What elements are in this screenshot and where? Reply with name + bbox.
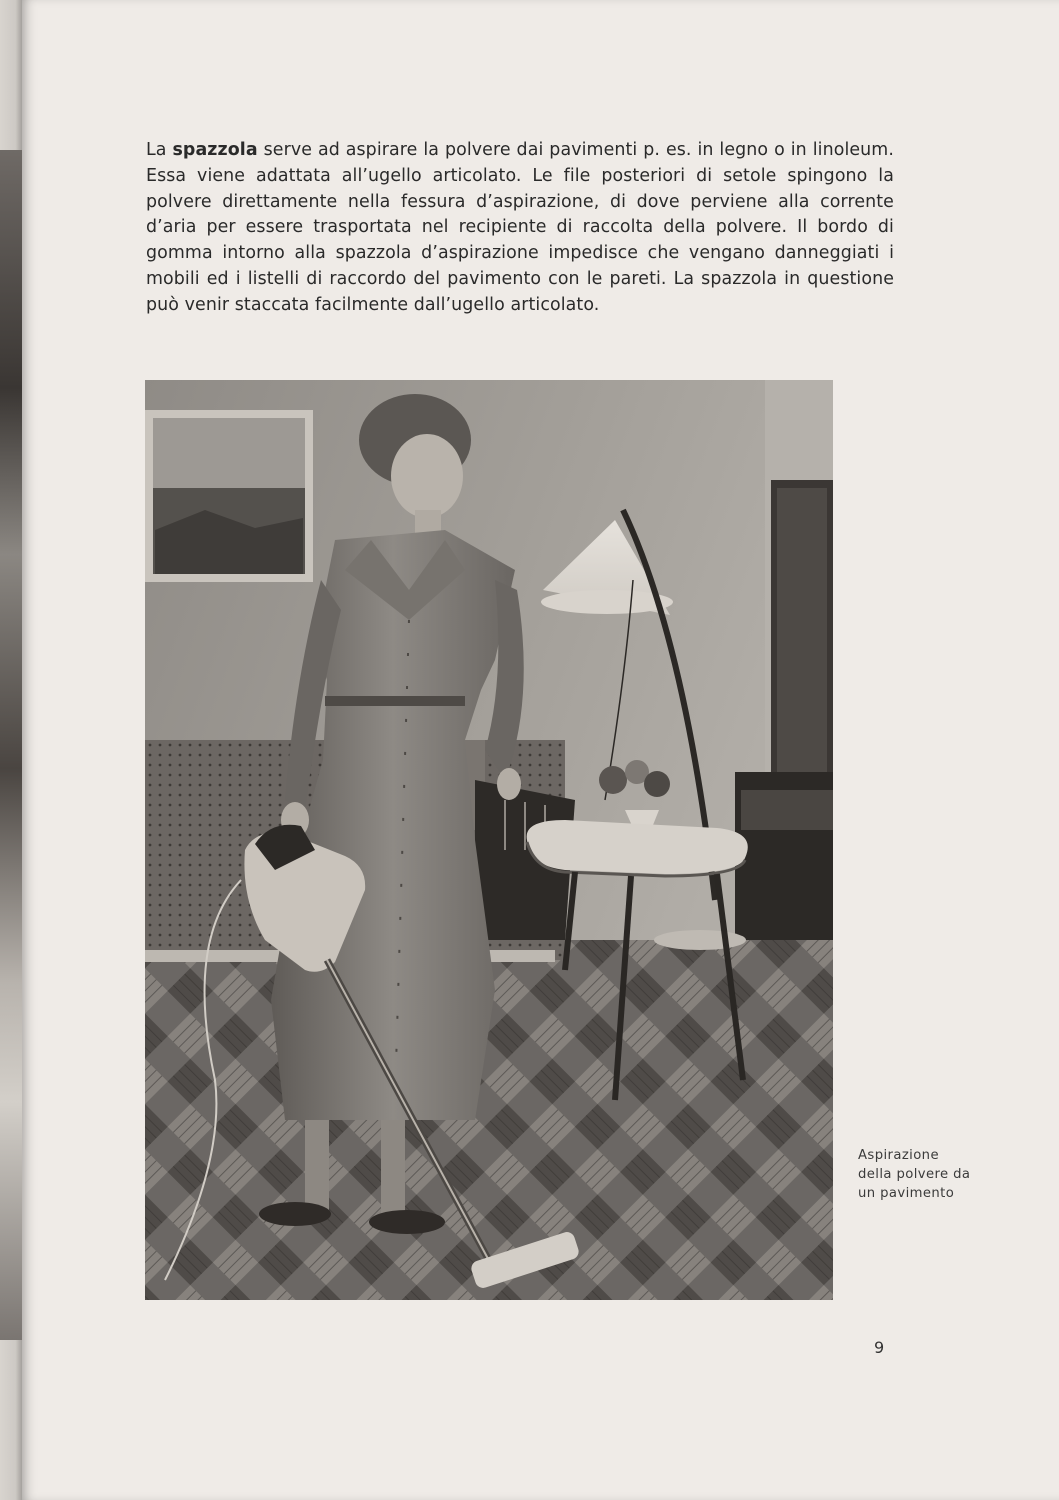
vacuum-photo — [145, 380, 833, 1300]
photo-caption — [858, 1146, 1018, 1203]
photo-illustration — [145, 380, 833, 1300]
body-paragraph — [146, 138, 894, 319]
page — [22, 0, 1059, 1500]
body-lead: La — [146, 140, 173, 160]
body-rest: serve ad aspirare la polvere dai pavimenti p. es. in legno o in linoleum. Essa viene adattata all’ugello articolato. Le file posteriori di setole spingono la polvere direttamente nella fessura d’aspirazione, di dove perviene alla corrente d’aria per essere trasportata nel recipiente di raccolta della polvere. Il bordo di gomma intorno alla spazzola d’aspirazione impedisce che vengano danneggiati i mobili ed i listelli di raccordo del pavimento con le pareti. La spazzola in questione può venir staccata facilmente dall’ugello articolato. — [146, 140, 894, 315]
caption-line-1: Aspirazione — [858, 1148, 939, 1163]
body-keyword: spazzola — [172, 140, 258, 160]
previous-page-photo-edge — [0, 150, 22, 1340]
caption-line-2: della polvere da — [858, 1167, 971, 1182]
caption-line-3: un pavimento — [858, 1186, 955, 1201]
page-number: 9 — [874, 1338, 885, 1357]
